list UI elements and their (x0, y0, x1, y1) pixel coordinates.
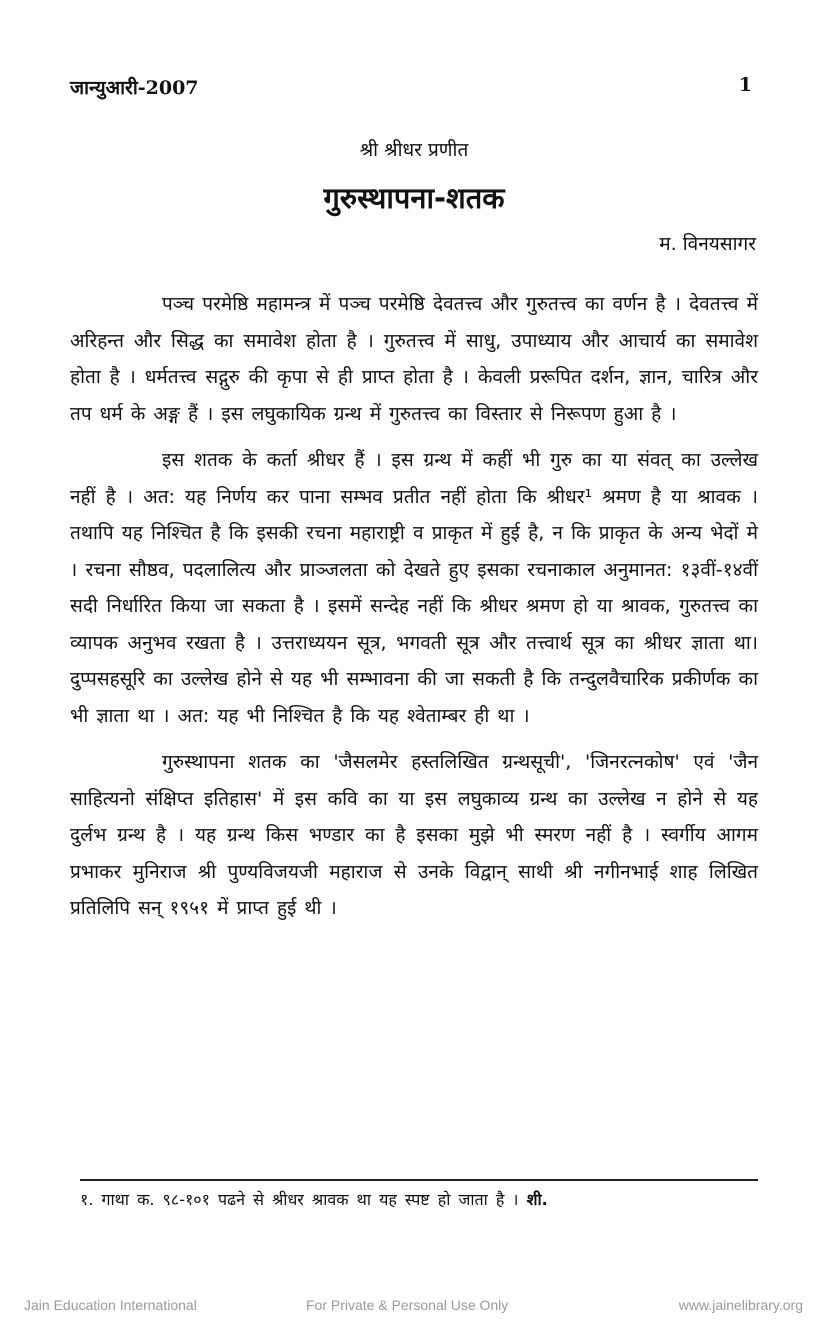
author-name: म. विनयसागर (659, 233, 756, 255)
article-title: गुरुस्थापना-शतक (323, 181, 505, 215)
footer-publisher: Jain Education International (24, 1297, 197, 1313)
footnote-signature: शी. (526, 1190, 548, 1209)
footnote-text: १. गाथा क. ९८-१०१ पढने से श्रीधर श्रावक था यह स्पष्ट हो जाता है । (80, 1190, 519, 1209)
footnote-divider (80, 1179, 758, 1181)
paragraph: गुरुस्थापना शतक का 'जैसलमेर हस्तलिखित ग्रन्थसूची', 'जिनरत्नकोष' एवं 'जैन साहित्यनो संक्षिप्त इतिहास' में इस कवि का या इस लघुकाव्य ग्रन्थ का उल्लेख न होने से यह दुर्लभ ग्रन्थ है । यह ग्रन्थ किस भण्डार का है इसका मुझे भी स्मरण नहीं है । स्वर्गीय आगम प्रभाकर मुनिराज श्री पुण्यविजयजी महाराज से उनके विद्वान् साथी श्री नगीनभाई शाह लिखित प्रतिलिपि सन् १९५१ में प्राप्त हुई थी । (70, 751, 758, 919)
site-footer (0, 1297, 828, 1321)
paragraph: पञ्च परमेष्ठि महामन्त्र में पञ्च परमेष्ठि देवतत्त्व और गुरुतत्त्व का वर्णन है । देवतत्त्व में अरिहन्त और सिद्ध का समावेश होता है । गुरुतत्त्व में साधु, उपाध्याय और आचार्य का समावेश होता है । धर्मतत्त्व सद्गुरु की कृपा से ही प्राप्त होता है । केवली प्ररूपित दर्शन, ज्ञान, चारित्र और तप धर्म के अङ्ग हैं । इस लघुकायिक ग्रन्थ में गुरुतत्त्व का विस्तार से निरूपण हुआ है । (70, 293, 758, 425)
footnote (80, 1188, 758, 1212)
footer-website-link[interactable]: www.jainelibrary.org (678, 1297, 803, 1313)
attribution: श्री श्रीधर प्रणीत (359, 139, 469, 161)
running-head: जान्युआरी-2007 (70, 77, 199, 99)
paragraph: इस शतक के कर्ता श्रीधर हैं । इस ग्रन्थ में कहीं भी गुरु का या संवत् का उल्लेख नहीं है । अत: यह निर्णय कर पाना सम्भव प्रतीत नहीं होता कि श्रीधर¹ श्रमण है या श्रावक । तथापि यह निश्चित है कि इसकी रचना महाराष्ट्री व प्राकृत में हुई है, न कि प्राकृत के अन्य भेदों मे । रचना सौष्ठव, पदलालित्य और प्राञ्जलता को देखते हुए इसका रचनाकाल अनुमानत: १३वीं-१४वीं सदी निर्धारित किया जा सकता है । इसमें सन्देह नहीं कि श्रीधर श्रमण हो या श्रावक, गुरुतत्त्व का व्यापक अनुभव रखता है । उत्तराध्ययन सूत्र, भगवती सूत्र और तत्त्वार्थ सूत्र का श्रीधर ज्ञाता था। दुप्पसहसूरि का उल्लेख होने से यह भी सम्भावना की जा सकती है कि तन्दुलवैचारिक प्रकीर्णक का भी ज्ञाता था । अत: यह भी निश्चित है कि यह श्वेताम्बर ही था । (70, 449, 758, 727)
page-number: 1 (738, 74, 752, 96)
footer-usage-note: For Private & Personal Use Only (306, 1297, 509, 1313)
article-body (70, 286, 758, 937)
